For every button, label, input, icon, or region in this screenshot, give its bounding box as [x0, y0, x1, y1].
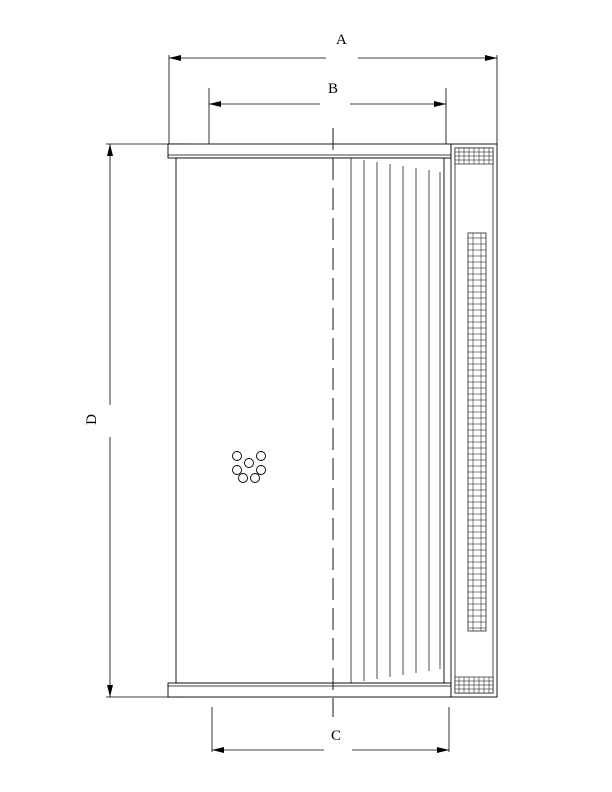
dimension-label-a: A — [336, 32, 347, 48]
bottom-cap-hatch — [455, 677, 493, 693]
dimension-label-c: C — [331, 728, 342, 744]
filter-element-body — [168, 128, 497, 717]
top-cap-hatch — [455, 148, 493, 164]
dimension-label-d: D — [83, 414, 100, 425]
mesh-screen — [468, 233, 486, 631]
dimension-label-b: B — [328, 81, 339, 97]
